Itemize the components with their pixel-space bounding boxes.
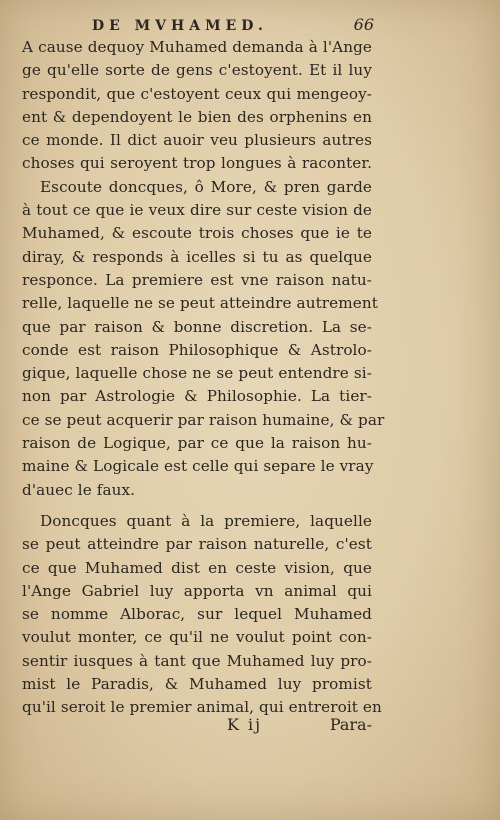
text-line: raison de Logique, par ce que la raison hu-: [22, 434, 372, 453]
text-line: Escoute doncques, ô More, & pren garde: [40, 177, 372, 196]
text-line: ce se peut acquerir par raison humaine, & par: [22, 410, 385, 429]
text-line: responce. La premiere est vne raison natu-: [22, 270, 372, 289]
text-line: ent & dependoyent le bien des orphenins en: [22, 107, 372, 126]
text-line: non par Astrologie & Philosophie. La tier-: [22, 387, 372, 406]
text-line: Muhamed, & escoute trois choses que ie te: [22, 224, 372, 243]
text-line: que par raison & bonne discretion. La se-: [22, 317, 372, 336]
text-line: maine & Logicale est celle qui separe le vray: [22, 457, 374, 476]
text-line: qu'il seroit le premier animal, qui entreroit en: [22, 698, 382, 717]
signature-mark: K ij: [227, 715, 263, 734]
text-line: diray, & responds à icelles si tu as quelque: [22, 247, 372, 266]
text-line: conde est raison Philosophique & Astrolo-: [22, 340, 372, 359]
text-line: ce monde. Il dict auoir veu plusieurs autres: [22, 131, 372, 150]
text-line: ge qu'elle sorte de gens c'estoyent. Et il luy: [22, 61, 372, 80]
running-head: DE MVHAMED.: [92, 18, 268, 34]
text-line: respondit, que c'estoyent ceux qui mengeoy-: [22, 84, 372, 103]
text-line: voulut monter, ce qu'il ne voulut point con-: [22, 628, 372, 647]
catchword: Para-: [329, 715, 372, 734]
page-number: 66: [353, 15, 374, 34]
text-line: gique, laquelle chose ne se peut entendre si-: [22, 364, 372, 383]
text-line: ce que Muhamed dist en ceste vision, que: [22, 558, 372, 577]
text-line: A cause dequoy Muhamed demanda à l'Ange: [22, 38, 372, 56]
text-line: relle, laquelle ne se peut atteindre autrement: [22, 294, 378, 313]
text-line: mist le Paradis, & Muhamed luy promist: [22, 675, 372, 694]
text-line: se nomme Alborac, sur lequel Muhamed: [22, 605, 372, 624]
text-line: choses qui seroyent trop longues à raconter.: [22, 154, 372, 173]
text-line: sentir iusques à tant que Muhamed luy pro-: [22, 651, 372, 670]
text-line: Doncques quant à la premiere, laquelle: [40, 511, 372, 530]
page-footer: [22, 715, 372, 743]
text-line: se peut atteindre par raison naturelle, c'est: [22, 535, 372, 554]
text-line: l'Ange Gabriel luy apporta vn animal qui: [22, 581, 372, 600]
text-line: d'auec le faux.: [22, 480, 136, 499]
text-block: [22, 36, 385, 720]
text-line: à tout ce que ie veux dire sur ceste vision de: [22, 201, 372, 220]
